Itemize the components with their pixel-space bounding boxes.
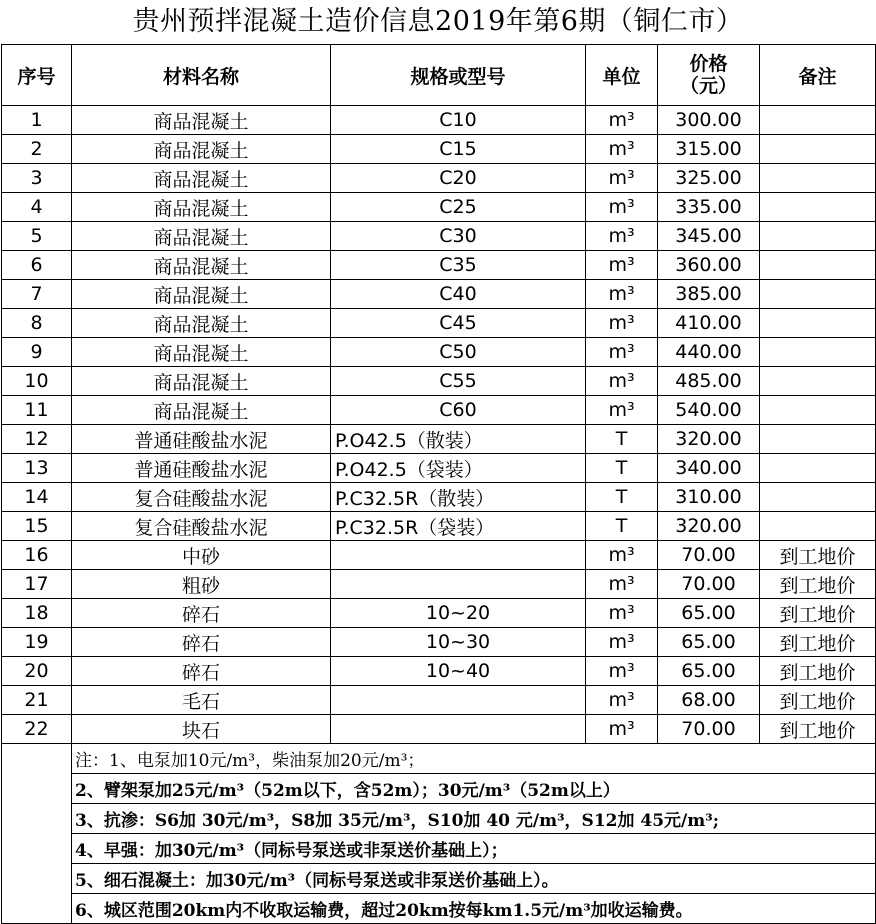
- row-note: [760, 483, 876, 512]
- table-row: [2, 338, 876, 367]
- row-spec: C50: [331, 338, 586, 367]
- row-price: 345.00: [658, 222, 760, 251]
- row-material-name: 中砂: [72, 541, 331, 570]
- table-row: [2, 454, 876, 483]
- row-spec: C20: [331, 164, 586, 193]
- row-material-name: 商品混凝土: [72, 135, 331, 164]
- table-row: [2, 222, 876, 251]
- row-unit: m³: [586, 251, 658, 280]
- row-seq: 2: [2, 135, 72, 164]
- row-unit: m³: [586, 686, 658, 715]
- header-row: [2, 45, 876, 106]
- row-material-name: 粗砂: [72, 570, 331, 599]
- row-note: 到工地价: [760, 715, 876, 744]
- note-text: 注：1、电泵加10元/m³，柴油泵加20元/m³；: [72, 744, 876, 774]
- row-spec: C40: [331, 280, 586, 309]
- row-spec: C55: [331, 367, 586, 396]
- row-material-name: 碎石: [72, 628, 331, 657]
- row-price: 68.00: [658, 686, 760, 715]
- row-seq: 15: [2, 512, 72, 541]
- row-spec: C35: [331, 251, 586, 280]
- row-note: [760, 251, 876, 280]
- row-seq: 6: [2, 251, 72, 280]
- table-row: [2, 106, 876, 135]
- row-material-name: 商品混凝土: [72, 338, 331, 367]
- row-spec: 10~30: [331, 628, 586, 657]
- note-row: [2, 744, 876, 774]
- row-material-name: 商品混凝土: [72, 222, 331, 251]
- row-price: 65.00: [658, 628, 760, 657]
- row-price: 360.00: [658, 251, 760, 280]
- row-spec: P.C32.5R（袋装）: [331, 512, 586, 541]
- row-spec: [331, 686, 586, 715]
- row-note: [760, 106, 876, 135]
- price-table: [1, 44, 876, 924]
- row-spec: [331, 715, 586, 744]
- row-unit: T: [586, 425, 658, 454]
- row-material-name: 商品混凝土: [72, 280, 331, 309]
- table-row: [2, 367, 876, 396]
- row-note: 到工地价: [760, 628, 876, 657]
- note-blank-cell: [2, 804, 72, 834]
- row-spec: P.C32.5R（散装）: [331, 483, 586, 512]
- page-title: 贵州预拌混凝土造价信息2019年第6期（铜仁市）: [132, 6, 744, 37]
- table-row: [2, 541, 876, 570]
- row-spec: [331, 570, 586, 599]
- table-body: [2, 106, 876, 744]
- row-note: 到工地价: [760, 570, 876, 599]
- row-price: 70.00: [658, 715, 760, 744]
- row-price: 70.00: [658, 570, 760, 599]
- row-note: [760, 164, 876, 193]
- header-name: 材料名称: [72, 45, 331, 106]
- note-text: 3、抗渗：S6加 30元/m³，S8加 35元/m³，S10加 40 元/m³，S12加 45元/m³;: [72, 804, 876, 834]
- row-seq: 10: [2, 367, 72, 396]
- row-material-name: 商品混凝土: [72, 193, 331, 222]
- header-unit: 单位: [586, 45, 658, 106]
- row-note: [760, 367, 876, 396]
- note-row: [2, 804, 876, 834]
- row-spec: C25: [331, 193, 586, 222]
- row-unit: m³: [586, 280, 658, 309]
- row-material-name: 普通硅酸盐水泥: [72, 454, 331, 483]
- row-note: [760, 396, 876, 425]
- row-spec: C15: [331, 135, 586, 164]
- row-unit: m³: [586, 628, 658, 657]
- row-seq: 14: [2, 483, 72, 512]
- row-note: [760, 338, 876, 367]
- table-row: [2, 715, 876, 744]
- row-note: [760, 193, 876, 222]
- note-text: 5、细石混凝土：加30元/m³（同标号泵送或非泵送价基础上）。: [72, 864, 876, 894]
- row-note: 到工地价: [760, 686, 876, 715]
- row-spec: [331, 541, 586, 570]
- note-blank-cell: [2, 744, 72, 774]
- row-unit: m³: [586, 135, 658, 164]
- row-spec: C60: [331, 396, 586, 425]
- row-material-name: 商品混凝土: [72, 367, 331, 396]
- table-row: [2, 135, 876, 164]
- row-note: [760, 454, 876, 483]
- row-unit: m³: [586, 396, 658, 425]
- row-material-name: 块石: [72, 715, 331, 744]
- row-unit: m³: [586, 367, 658, 396]
- header-note: 备注: [760, 45, 876, 106]
- row-unit: T: [586, 483, 658, 512]
- row-material-name: 复合硅酸盐水泥: [72, 483, 331, 512]
- row-unit: m³: [586, 309, 658, 338]
- row-unit: m³: [586, 715, 658, 744]
- row-spec: C45: [331, 309, 586, 338]
- row-seq: 22: [2, 715, 72, 744]
- row-note: 到工地价: [760, 657, 876, 686]
- row-unit: T: [586, 512, 658, 541]
- table-row: [2, 164, 876, 193]
- row-note: [760, 309, 876, 338]
- row-unit: m³: [586, 657, 658, 686]
- row-seq: 11: [2, 396, 72, 425]
- row-seq: 13: [2, 454, 72, 483]
- row-unit: m³: [586, 193, 658, 222]
- row-seq: 7: [2, 280, 72, 309]
- row-unit: m³: [586, 164, 658, 193]
- row-seq: 17: [2, 570, 72, 599]
- row-seq: 4: [2, 193, 72, 222]
- row-seq: 9: [2, 338, 72, 367]
- row-seq: 19: [2, 628, 72, 657]
- row-spec: 10~40: [331, 657, 586, 686]
- row-unit: m³: [586, 570, 658, 599]
- row-price: 485.00: [658, 367, 760, 396]
- row-spec: C30: [331, 222, 586, 251]
- row-note: [760, 512, 876, 541]
- row-price: 65.00: [658, 599, 760, 628]
- row-seq: 12: [2, 425, 72, 454]
- note-blank-cell: [2, 864, 72, 894]
- row-unit: T: [586, 454, 658, 483]
- row-price: 540.00: [658, 396, 760, 425]
- row-price: 310.00: [658, 483, 760, 512]
- row-seq: 3: [2, 164, 72, 193]
- table-row: [2, 628, 876, 657]
- table-row: [2, 657, 876, 686]
- note-row: [2, 864, 876, 894]
- row-note: [760, 425, 876, 454]
- row-price: 385.00: [658, 280, 760, 309]
- table-row: [2, 686, 876, 715]
- note-blank-cell: [2, 774, 72, 804]
- note-blank-cell: [2, 834, 72, 864]
- notes-section: [2, 744, 876, 924]
- row-note: 到工地价: [760, 541, 876, 570]
- row-price: 325.00: [658, 164, 760, 193]
- table-row: [2, 570, 876, 599]
- row-material-name: 商品混凝土: [72, 309, 331, 338]
- row-spec: P.O42.5（散装）: [331, 425, 586, 454]
- header-spec: 规格或型号: [331, 45, 586, 106]
- header-seq: 序号: [2, 45, 72, 106]
- row-price: 320.00: [658, 512, 760, 541]
- note-text: 6、城区范围20km内不收取运输费，超过20km按每km1.5元/m³加收运输费。: [72, 894, 876, 924]
- row-unit: m³: [586, 541, 658, 570]
- row-spec: 10~20: [331, 599, 586, 628]
- table-row: [2, 512, 876, 541]
- row-material-name: 碎石: [72, 599, 331, 628]
- row-material-name: 商品混凝土: [72, 164, 331, 193]
- table-row: [2, 599, 876, 628]
- note-row: [2, 774, 876, 804]
- row-price: 440.00: [658, 338, 760, 367]
- row-price: 320.00: [658, 425, 760, 454]
- row-spec: C10: [331, 106, 586, 135]
- row-spec: P.O42.5（袋装）: [331, 454, 586, 483]
- table-row: [2, 193, 876, 222]
- header-price-line1: 价格: [689, 53, 728, 75]
- row-material-name: 毛石: [72, 686, 331, 715]
- note-text: 2、臂架泵加25元/m³（52m以下，含52m）；30元/m³（52m以上）: [72, 774, 876, 804]
- row-unit: m³: [586, 222, 658, 251]
- row-material-name: 普通硅酸盐水泥: [72, 425, 331, 454]
- row-price: 340.00: [658, 454, 760, 483]
- row-material-name: 商品混凝土: [72, 396, 331, 425]
- row-note: [760, 135, 876, 164]
- row-material-name: 复合硅酸盐水泥: [72, 512, 331, 541]
- table-row: [2, 396, 876, 425]
- row-seq: 1: [2, 106, 72, 135]
- table-row: [2, 251, 876, 280]
- table-row: [2, 280, 876, 309]
- row-seq: 5: [2, 222, 72, 251]
- note-blank-cell: [2, 894, 72, 924]
- note-row: [2, 894, 876, 924]
- row-material-name: 碎石: [72, 657, 331, 686]
- note-row: [2, 834, 876, 864]
- row-note: [760, 222, 876, 251]
- table-row: [2, 309, 876, 338]
- note-text: 4、早强：加30元/m³（同标号泵送或非泵送价基础上）；: [72, 834, 876, 864]
- row-note: 到工地价: [760, 599, 876, 628]
- row-price: 65.00: [658, 657, 760, 686]
- row-unit: m³: [586, 599, 658, 628]
- row-seq: 21: [2, 686, 72, 715]
- row-price: 335.00: [658, 193, 760, 222]
- row-material-name: 商品混凝土: [72, 106, 331, 135]
- row-note: [760, 280, 876, 309]
- table-row: [2, 483, 876, 512]
- row-material-name: 商品混凝土: [72, 251, 331, 280]
- table-row: [2, 425, 876, 454]
- row-price: 315.00: [658, 135, 760, 164]
- row-price: 410.00: [658, 309, 760, 338]
- row-seq: 20: [2, 657, 72, 686]
- header-price-line2: （元）: [679, 75, 737, 97]
- row-seq: 16: [2, 541, 72, 570]
- row-unit: m³: [586, 338, 658, 367]
- row-price: 70.00: [658, 541, 760, 570]
- row-unit: m³: [586, 106, 658, 135]
- row-seq: 8: [2, 309, 72, 338]
- row-seq: 18: [2, 599, 72, 628]
- row-price: 300.00: [658, 106, 760, 135]
- header-price: [658, 45, 760, 106]
